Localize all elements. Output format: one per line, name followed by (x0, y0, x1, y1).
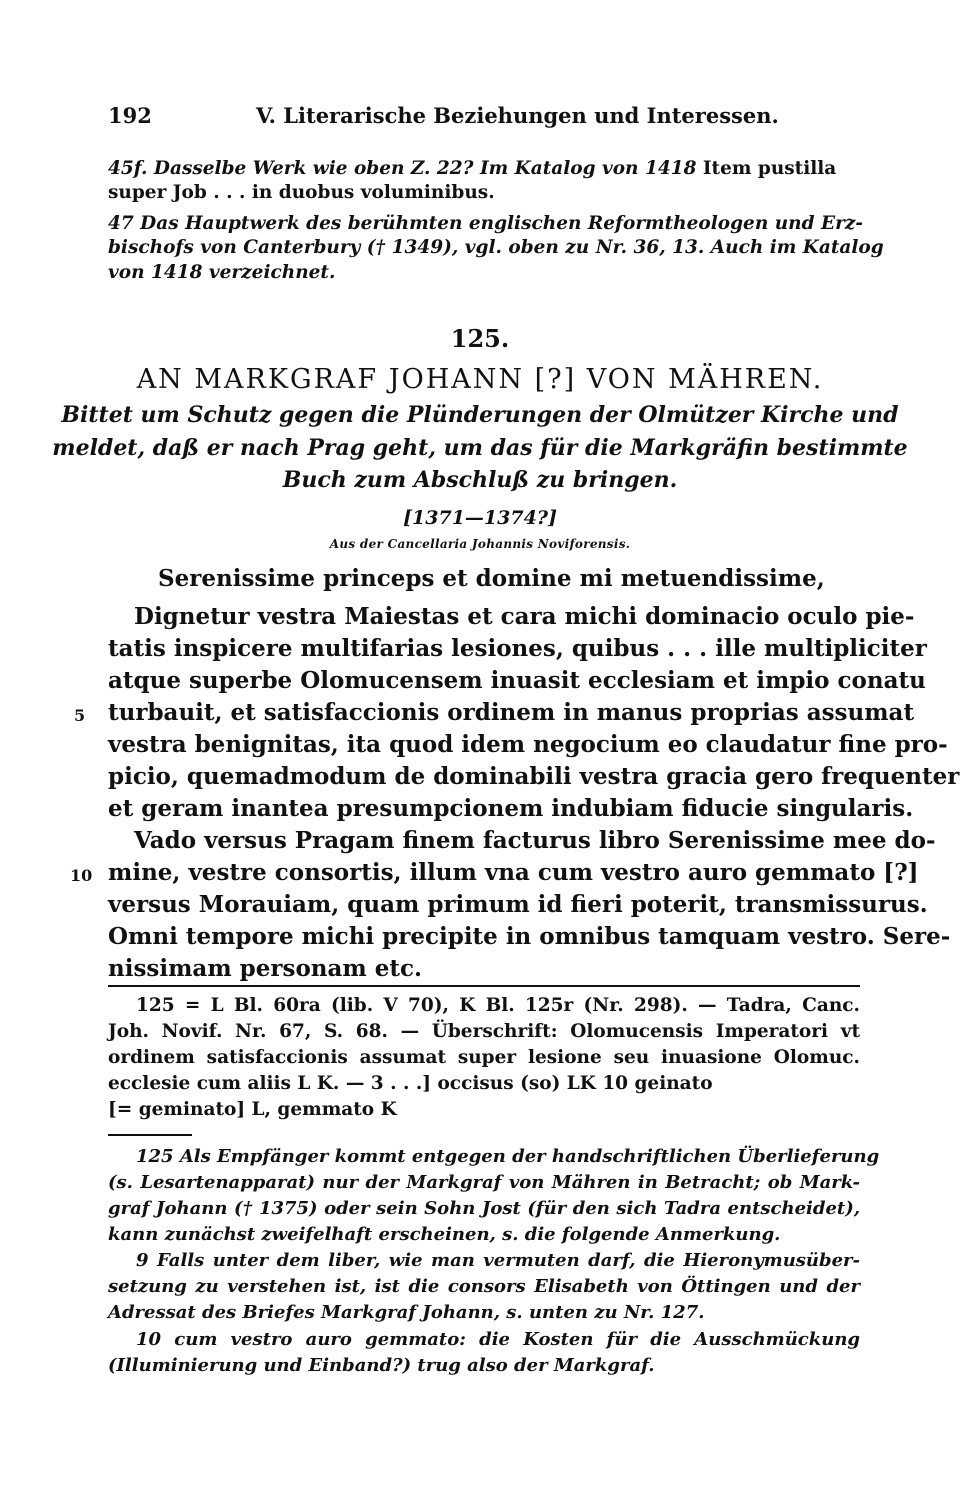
page-number: 192 (108, 103, 152, 128)
commentary-line: 10 cum vestro auro gemmato: die Kosten für die Ausschmückung (136, 1329, 860, 1350)
letter-body-line: turbauit, et satisfaccionis ordinem in manus proprias assumat (108, 699, 915, 726)
letter-body-line: nissimam personam etc. (108, 955, 423, 982)
letter-body-line: Vado versus Pragam finem facturus libro Serenissime mee do- (134, 827, 936, 854)
letter-body-line: mine, vestre consortis, illum vna cum vestro auro gemmato [?] (108, 859, 919, 886)
letter-body-line: atque superbe Olomucensem inuasit ecclesiam et impio conatu (108, 667, 926, 694)
letter-heading: AN MARKGRAF JOHANN [?] VON MÄHREN. (136, 364, 824, 395)
line-number-5: 5 (74, 706, 86, 725)
commentary-line: graf Johann († 1375) oder sein Sohn Jost (für den sich Tadra entscheidet), (108, 1198, 860, 1219)
letter-body-line: picio, quemadmodum de dominabili vestra gracia gero frequenter (108, 763, 960, 790)
letter-salutation: Serenissime princeps et domine mi metuendissime, (158, 565, 825, 592)
letter-body-line: vestra benignitas, ita quod idem negocium eo claudatur fine pro- (108, 731, 948, 758)
letter-body-line: versus Morauiam, quam primum id fieri poterit, transmissurus. (108, 891, 928, 918)
letter-source: Aus der Cancellaria Johannis Noviforensis. (329, 537, 631, 551)
apparatus-line: Joh. Novif. Nr. 67, S. 68. — Überschrift: Olomucensis Imperatori vt (108, 1021, 860, 1042)
apparatus-divider (108, 985, 860, 987)
letter-summary-line: meldet, daß er nach Prag geht, um das für die Markgräfin bestimmte (52, 435, 908, 461)
commentary-line: (Illuminierung und Einband?) trug also der Markgraf. (108, 1355, 655, 1376)
letter-number: 125. (450, 324, 510, 353)
apparatus-line: [= geminato] L, gemmato K (108, 1099, 397, 1120)
letter-body-line: et geram inantea presumpcionem indubiam fiducie singularis. (108, 795, 914, 822)
commentary-line: setzung zu verstehen ist, ist die consors Elisabeth von Öttingen und der (108, 1276, 860, 1297)
continuation-note-line: von 1418 verzeichnet. (108, 262, 336, 283)
letter-body-line: Dignetur vestra Maiestas et cara michi dominacio oculo pie- (134, 603, 915, 630)
apparatus-line: ordinem satisfaccionis assumat super lesione seu inuasione Olomuc. (108, 1047, 860, 1068)
letter-body-line: Omni tempore michi precipite in omnibus tamquam vestro. Sere- (108, 923, 951, 950)
commentary-line: 9 Falls unter dem liber, wie man vermuten darf, die Hieronymusüber- (136, 1250, 860, 1271)
apparatus-line: 125 = L Bl. 60ra (lib. V 70), K Bl. 125r (Nr. 298). — Tadra, Canc. (136, 995, 860, 1016)
letter-body-line: tatis inspicere multifarias lesiones, quibus . . . ille multipliciter (108, 635, 927, 662)
letter-date: [1371—1374?] (403, 507, 557, 529)
line-number-10: 10 (70, 866, 93, 885)
continuation-note-line: super Job . . . in duobus voluminibus. (108, 182, 495, 203)
continuation-note-line: bischofs von Canterbury († 1349), vgl. oben zu Nr. 36, 13. Auch im Katalog (108, 237, 884, 258)
continuation-note-line: 45f. Dasselbe Werk wie oben Z. 22? Im Katalog von 1418 Item pustilla (108, 158, 837, 179)
commentary-line: kann zunächst zweifelhaft erscheinen, s. die folgende Anmerkung. (108, 1224, 781, 1245)
commentary-line: 125 Als Empfänger kommt entgegen der handschriftlichen Überlieferung (136, 1146, 880, 1167)
letter-summary-line: Bittet um Schutz gegen die Plünderungen der Olmützer Kirche und (61, 402, 899, 428)
commentary-line: Adressat des Briefes Markgraf Johann, s. unten zu Nr. 127. (108, 1302, 705, 1323)
letter-summary-line: Buch zum Abschluß zu bringen. (282, 467, 678, 493)
notes-divider (108, 1134, 192, 1136)
continuation-note-line: 47 Das Hauptwerk des berühmten englischen Reformtheologen und Erz- (108, 213, 864, 234)
commentary-line: (s. Lesartenapparat) nur der Markgraf von Mähren in Betracht; ob Mark- (108, 1172, 860, 1193)
running-title: V. Literarische Beziehungen und Interessen. (256, 103, 779, 128)
apparatus-line: ecclesie cum aliis L K. — 3 . . .] occisus (so) LK 10 geinato (108, 1073, 713, 1094)
